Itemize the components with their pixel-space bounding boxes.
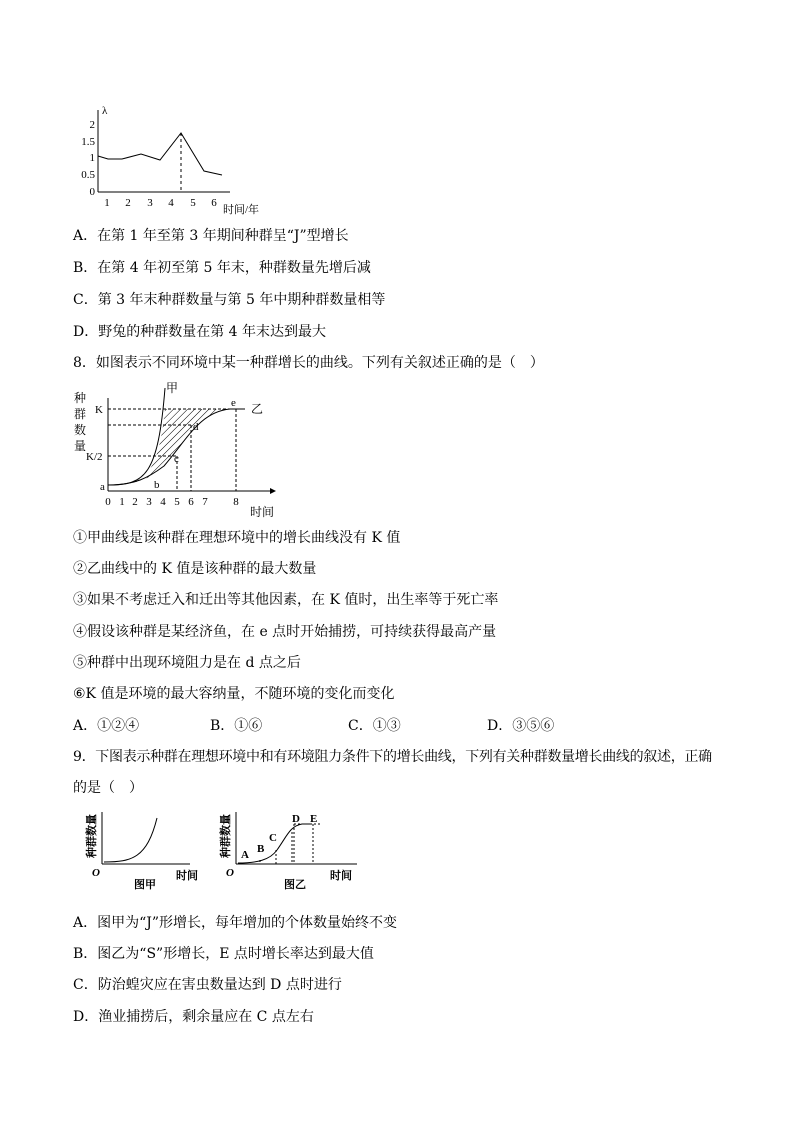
q9-option-d: D．渔业捕捞后，剩余量应在 C 点左右 xyxy=(73,1009,314,1025)
point-b: B xyxy=(257,843,265,855)
point-a: a xyxy=(100,481,105,493)
figure-yi xyxy=(212,808,362,890)
lambda-chart xyxy=(80,100,280,220)
k-half-label: K/2 xyxy=(86,451,103,463)
q8-stem: 8．如图表示不同环境中某一种群增长的曲线。下列有关叙述正确的是（ ） xyxy=(73,355,544,371)
x-tick: 2 xyxy=(125,197,131,209)
figure-jia xyxy=(82,808,207,890)
x-tick: 5 xyxy=(190,197,196,209)
q9-option-a: A．图甲为“J”形增长，每年增加的个体数量始终不变 xyxy=(73,915,398,931)
q8-statement-3: ③如果不考虑迁入和迁出等其他因素，在 K 值时，出生率等于死亡率 xyxy=(73,592,499,608)
point-a: A xyxy=(241,849,249,861)
x-tick: 8 xyxy=(233,496,239,508)
x-tick: 5 xyxy=(174,496,180,508)
q9-stem-line2: 的是（ ） xyxy=(73,780,143,796)
origin-label: O xyxy=(92,867,100,879)
y-tick: 1 xyxy=(89,152,95,164)
y-tick: 2 xyxy=(89,119,95,131)
q7-option-b: B．在第 4 年初至第 5 年末，种群数量先增后减 xyxy=(73,260,371,276)
q9-stem-line1: 9．下图表示种群在理想环境中和有环境阻力条件下的增长曲线，下列有关种群数量增长曲线的叙述，正确 xyxy=(73,749,712,765)
point-b: b xyxy=(154,479,160,491)
x-tick: 7 xyxy=(202,496,208,508)
q8-statement-2: ②乙曲线中的 K 值是该种群的最大数量 xyxy=(73,561,317,577)
q8-option-c: C．①③ xyxy=(348,718,401,734)
point-e: E xyxy=(310,813,318,825)
q9-option-b: B．图乙为“S”形增长，E 点时增长率达到最大值 xyxy=(73,946,374,962)
x-axis-label: 时间 xyxy=(250,505,275,519)
q8-statement-5: ⑤种群中出现环境阻力是在 d 点之后 xyxy=(73,655,301,671)
lambda-curve xyxy=(98,133,222,175)
x-tick: 3 xyxy=(147,197,153,209)
x-tick: 4 xyxy=(160,496,166,508)
x-tick: 1 xyxy=(104,197,110,209)
point-d: d xyxy=(193,421,199,433)
point-e: e xyxy=(231,397,236,409)
x-tick: 6 xyxy=(211,197,217,209)
curve-yi-label: 乙 xyxy=(251,402,264,416)
q7-option-a: A．在第 1 年至第 3 年期间种群呈“J”型增长 xyxy=(73,228,349,244)
ylabel-char: 数 xyxy=(73,423,87,437)
q7-option-c: C．第 3 年末种群数量与第 5 年中期种群数量相等 xyxy=(73,292,386,308)
caption: 图乙 xyxy=(284,879,306,890)
origin-label: O xyxy=(226,867,234,879)
ylabel: 种群数量 xyxy=(86,814,98,858)
point-d: D xyxy=(292,813,300,825)
q8-statement-4: ④假设该种群是某经济鱼，在 e 点时开始捕捞，可持续获得最高产量 xyxy=(73,624,497,640)
x-tick: 6 xyxy=(188,496,194,508)
caption: 图甲 xyxy=(134,879,156,890)
q8-growth-chart xyxy=(70,378,300,520)
x-axis-label: 时间/年 xyxy=(223,204,260,216)
ylabel: 种群数量 xyxy=(220,814,232,858)
curve-jia-label: 甲 xyxy=(166,381,179,395)
x-tick: 4 xyxy=(168,197,174,209)
q8-statement-6: ⑥K 值是环境的最大容纳量，不随环境的变化而变化 xyxy=(73,686,395,702)
x-tick: 2 xyxy=(132,496,138,508)
x-tick: 3 xyxy=(146,496,152,508)
x-axis-label: 时间 xyxy=(176,870,198,882)
ylabel-char: 量 xyxy=(73,439,87,453)
q8-statement-1: ①甲曲线是该种群在理想环境中的增长曲线没有 K 值 xyxy=(73,530,401,546)
point-c: c xyxy=(174,453,179,465)
q7-option-d: D．野兔的种群数量在第 4 年末达到最大 xyxy=(73,324,327,340)
ylabel-char: 群 xyxy=(73,407,87,421)
point-c: C xyxy=(269,832,277,844)
ylabel-char: 种 xyxy=(73,391,87,405)
k-label: K xyxy=(95,404,103,416)
j-curve xyxy=(104,818,157,862)
y-tick: 1.5 xyxy=(81,136,95,148)
x-tick: 0 xyxy=(105,496,111,508)
q8-option-d: D．③⑤⑥ xyxy=(487,718,555,734)
q9-option-c: C．防治蝗灾应在害虫数量达到 D 点时进行 xyxy=(73,977,342,993)
y-tick: 0 xyxy=(89,186,95,198)
y-tick: 0.5 xyxy=(81,169,95,181)
x-axis-label: 时间 xyxy=(330,870,352,882)
q8-option-a: A．①②④ xyxy=(73,718,140,734)
x-tick: 1 xyxy=(119,496,125,508)
q8-option-b: B．①⑥ xyxy=(210,718,263,734)
y-axis-label: λ xyxy=(102,105,108,117)
